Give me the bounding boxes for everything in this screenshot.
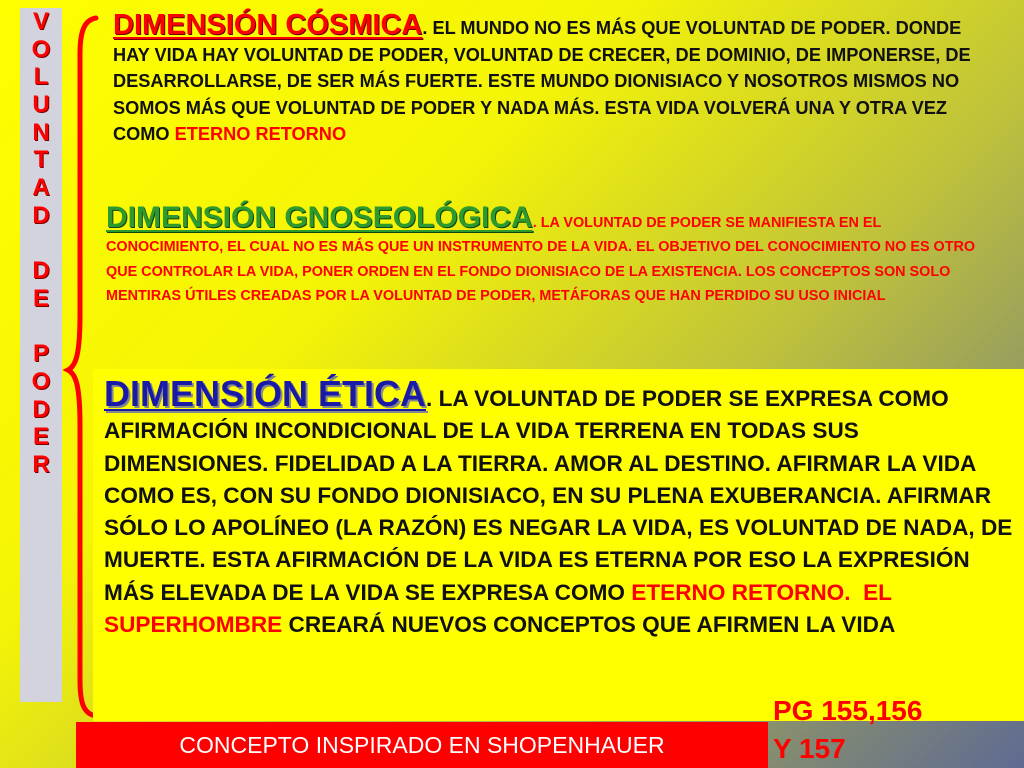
side-letter: E [32, 423, 49, 451]
page-reference-line-2: Y 157 [773, 733, 846, 764]
side-letter: A [32, 174, 50, 202]
section-title-cosmica: DIMENSIÓN CÓSMICA [113, 9, 423, 41]
section-tail-etica: CREARÁ NUEVOS CONCEPTOS QUE AFIRMEN LA VIDA [282, 612, 896, 638]
section-body-cosmica: . EL MUNDO NO ES MÁS QUE VOLUNTAD DE PODER. DONDE HAY VIDA HAY VOLUNTAD DE PODER, VOLUNTAD DE CRECER, DE DOMINIO, DE IMPONERSE, DE DESARROLLARSE, DE SER MÁS FUERTE. ESTE MUNDO DIONISIACO Y NOSOTROS MISMOS NO SOMOS MÁS QUE VOLUNTAD DE PODER Y NADA MÁS. ESTA VIDA VOLVERÁ UNA Y OTRA VEZ COMO [113, 18, 971, 145]
side-letter: D [32, 395, 50, 423]
section-cosmica [113, 9, 993, 148]
highlight-eterno-retorno-etica: ETERNO RETORNO. [631, 579, 851, 605]
footer-text: CONCEPTO INSPIRADO EN SHOPENHAUER [179, 731, 665, 758]
section-etica [104, 373, 1014, 641]
footer-bar [76, 722, 768, 768]
side-letter: T [33, 146, 49, 174]
highlight-superhombre: EL SUPERHOMBRE [104, 579, 892, 638]
side-letter: D [32, 201, 50, 229]
side-letter: R [32, 451, 50, 478]
side-letter: V [32, 8, 49, 35]
side-title [20, 8, 62, 479]
side-letter: P [32, 340, 49, 368]
section-gnoseologica [106, 201, 986, 309]
section-body-etica: . LA VOLUNTAD DE PODER SE EXPRESA COMO AFIRMACIÓN INCONDICIONAL DE LA VIDA TERRENA EN TODAS SUS DIMENSIONES. FIDELIDAD A LA TIERRA. AMOR AL DESTINO. AFIRMAR LA VIDA COMO ES, CON SU FONDO DIONISIACO, EN SU PLENA EXUBERANCIA. AFIRMAR SÓLO LO APOLÍNEO (LA RAZÓN) ES NEGAR LA VIDA, ES VOLUNTAD DE NADA, DE MUERTE. ESTA AFIRMACIÓN DE LA VIDA ES ETERNA POR ESO LA EXPRESIÓN MÁS ELEVADA DE LA VIDA SE EXPRESA COMO [104, 386, 1013, 605]
side-letter: D [32, 257, 50, 285]
side-letter: L [33, 63, 49, 91]
side-letter: O [31, 367, 51, 395]
section-body-gnoseologica: . LA VOLUNTAD DE PODER SE MANIFIESTA EN EL CONOCIMIENTO, EL CUAL NO ES MÁS QUE UN INSTRUMENTO DE LA VIDA. EL OBJETIVO DEL CONOCIMIENTO NO ES OTRO QUE CONTROLAR LA VIDA, PONER ORDEN EN EL FONDO DIONISIACO DE LA EXISTENCIA. LOS CONCEPTOS SON SOLO MENTIRAS ÚTILES CREADAS POR LA VOLUNTAD DE PODER, METÁFORAS QUE HAN PERDIDO SU USO INICIAL [106, 215, 976, 305]
highlight-eterno-retorno: ETERNO RETORNO [174, 124, 347, 145]
page-reference-line-1: PG 155,156 [773, 695, 923, 726]
side-letter: O [31, 35, 51, 63]
side-letter: E [32, 284, 49, 312]
side-letter: U [32, 91, 50, 119]
side-letter: N [32, 118, 50, 146]
side-title-panel [20, 8, 62, 702]
page-reference [773, 692, 1013, 768]
section-title-etica: DIMENSIÓN ÉTICA [104, 373, 427, 414]
section-title-gnoseologica: DIMENSIÓN GNOSEOLÓGICA [106, 201, 533, 234]
